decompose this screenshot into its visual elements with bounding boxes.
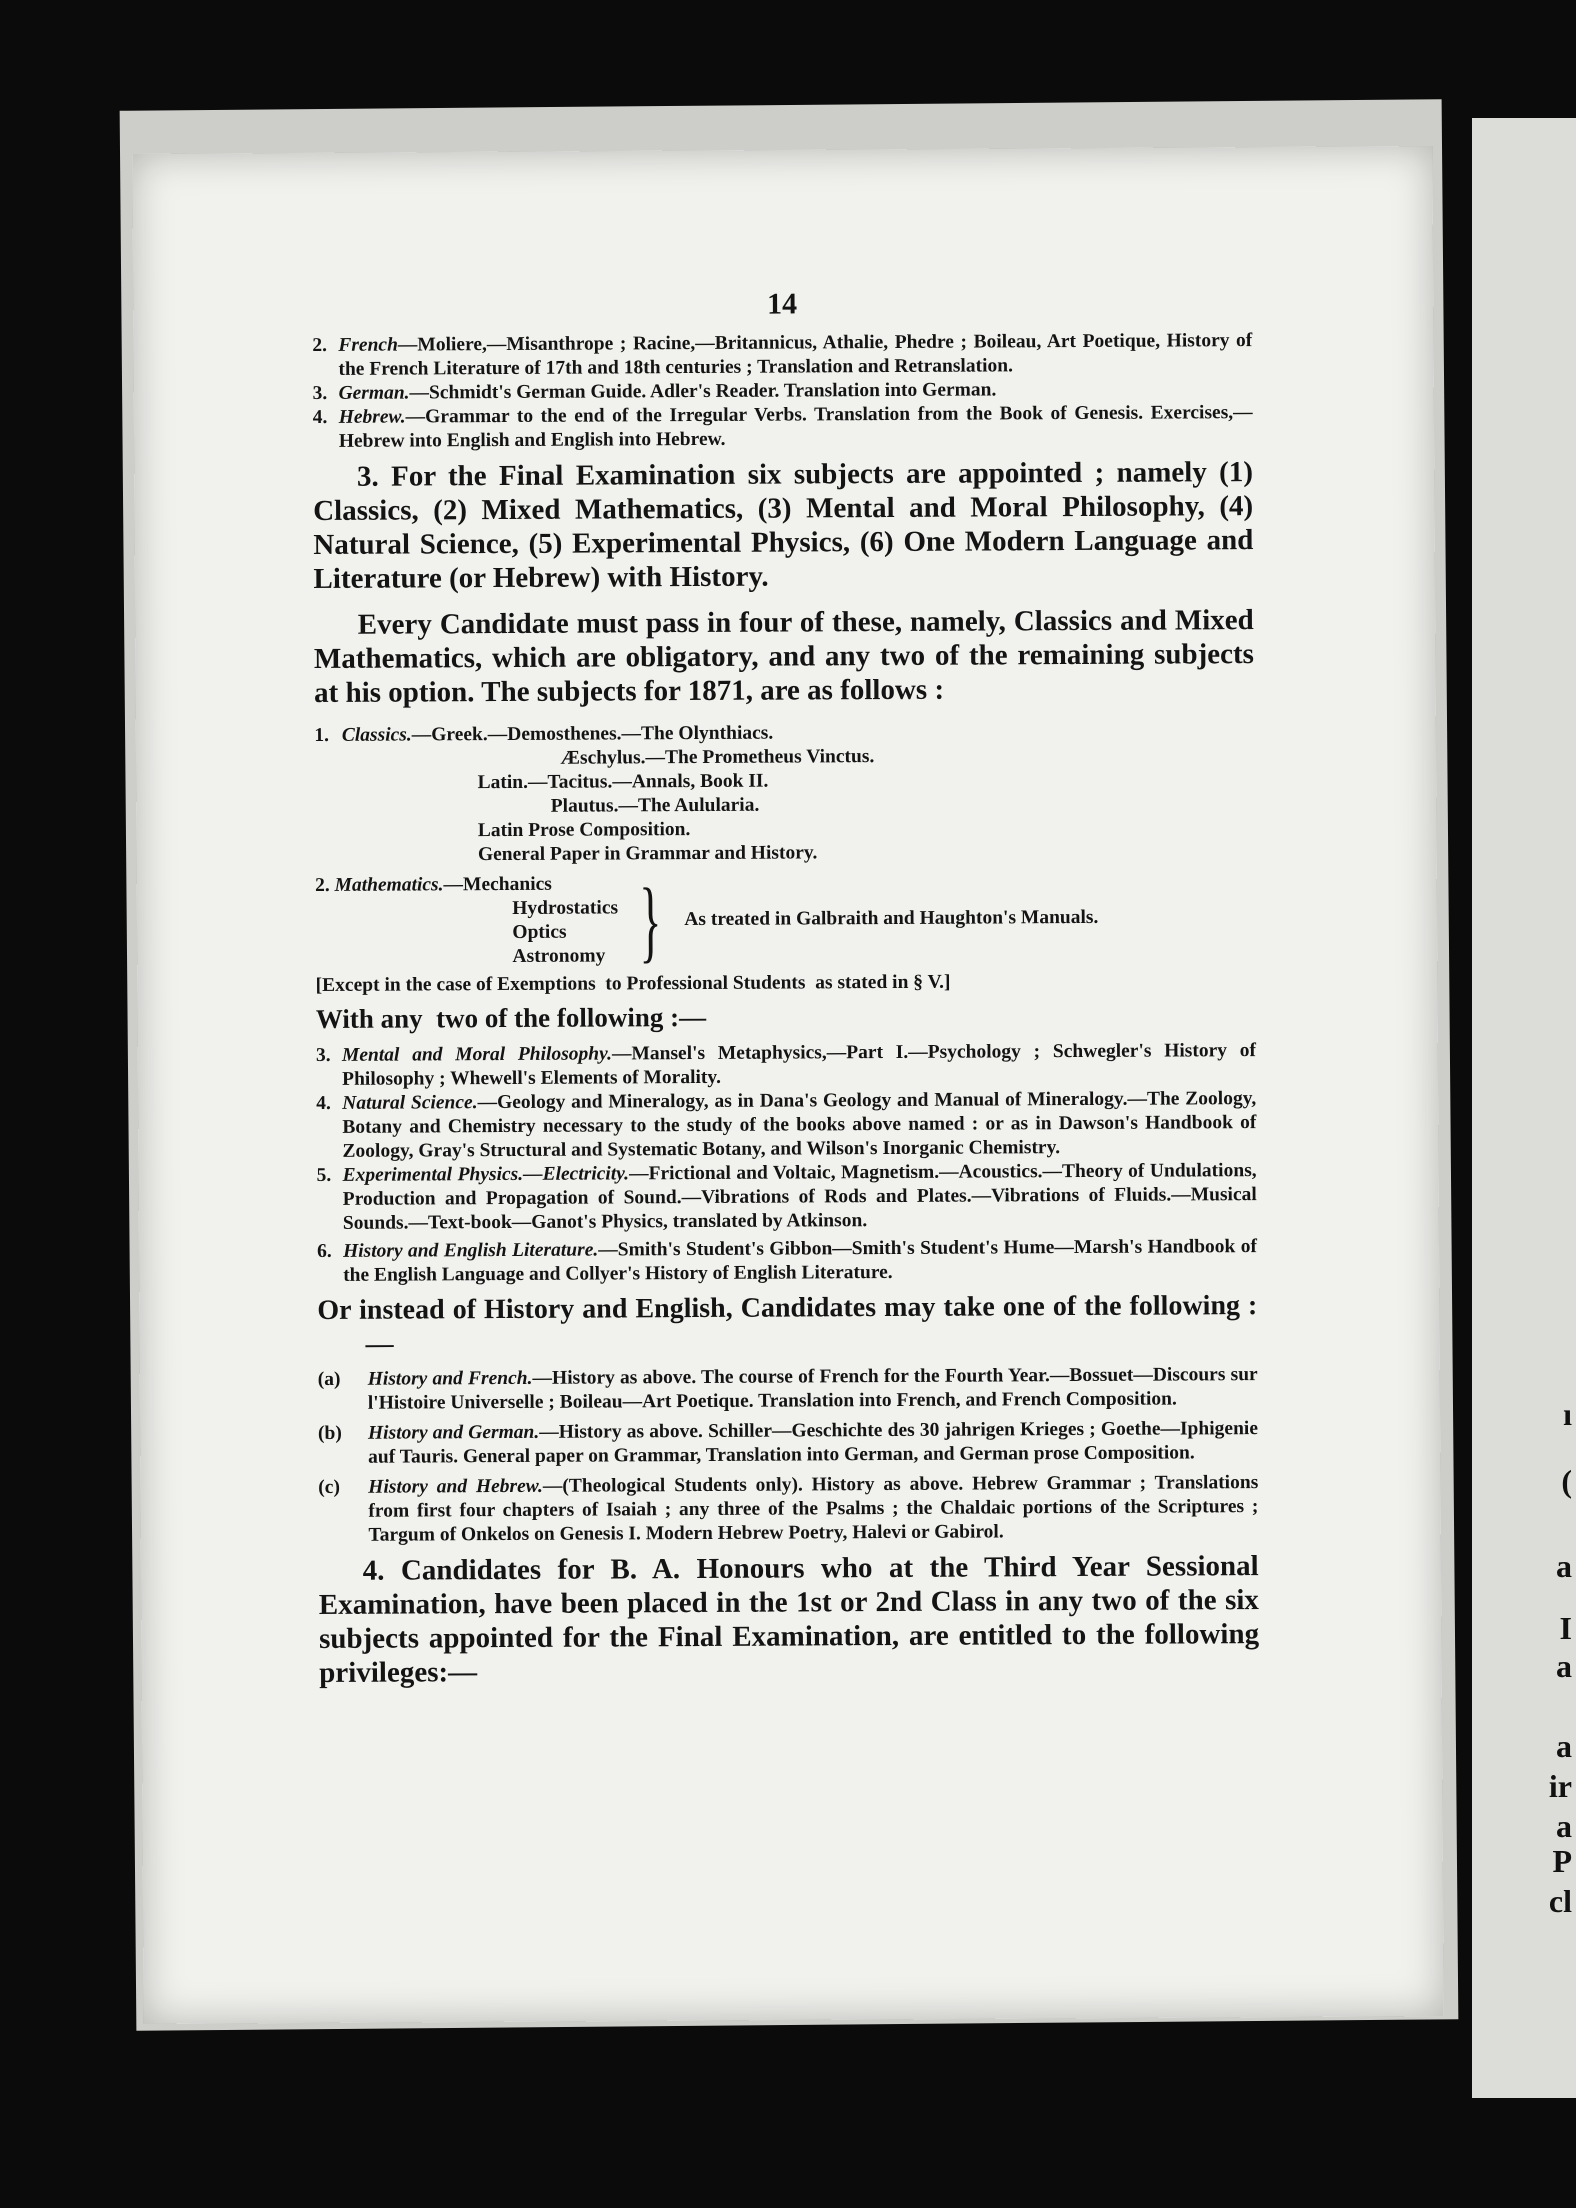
adjacent-fragment: ir [1548,1768,1572,1804]
optional-subject-list [316,1039,1257,1288]
list-item [317,1235,1257,1288]
subject-name: History and English Literature. [342,1239,599,1262]
math-topic: Optics [512,921,567,943]
subject-name: History and Hebrew. [368,1475,543,1498]
list-item [313,401,1253,454]
latin-author-2: Plautus.—The Aulularia. [550,794,760,817]
subject-name: Hebrew. [338,406,406,428]
latin-author-1: —Tacitus.—Annals, Book II. [527,770,769,793]
subject-name: History and French. [367,1367,533,1390]
or-instead-heading: Or instead of History and English, Candidates may take one of the following :— [317,1290,1258,1360]
item-label: (c) [318,1476,340,1498]
greek-author-1: —Demosthenes.—The Olynthiacs. [487,722,774,746]
list-item [316,1087,1256,1164]
subject-name: History and German. [367,1421,540,1444]
page-number: 14 [766,287,798,321]
subject-text: —Moliere,—Misanthrope ; Racine,—Britannicus, Athalie, Phedre ; Boileau, Art Poetique, History of the French Literature of 17th and 18th centuries ; Translation and Retranslation. [338,330,1253,380]
subject-name: German. [338,382,410,404]
subject-text: —History as above. Schiller—Geschichte des 30 jahrigen Krieges ; Goethe—Iphigenie auf Tauris. General paper on Grammar, Translation into German, and German prose Composition. [368,1418,1259,1468]
mathematics-list [315,872,618,970]
adjacent-fragment: P [1552,1843,1572,1879]
adjacent-fragment: a [1556,1648,1572,1684]
math-topic: Hydrostatics [512,897,619,919]
subject-text: —Geology and Mineralogy, as in Dana's Geology and Manual of Mineralogy.—The Zoology, Botany and Chemistry necessary to the study of the books above named : or as in Dawson's Handbook of Zoology, Gray's Structural and Systematic Botany, and Wilson's Inorganic Chemistry. [342,1088,1257,1162]
with-any-heading: With any two of the following :— [315,1001,707,1034]
subject-text: —Frictional and Voltaic, Magnetism.—Acoustics.—Theory of Undulations, Production and Propagation of Sound.—Vibrations of Rods and Plates.—Vibrations of Fluids.—Musical Sounds.—Text-book—Ganot's Physics, translated by Atkinson. [342,1160,1257,1234]
math-note: As treated in Galbraith and Haughton's Manuals. [684,906,1099,931]
math-topic: Astronomy [512,945,606,967]
subject-text: —(Theological Students only). History as above. Hebrew Grammar ; Translations from first four chapters of Isaiah ; any three of the Psalms ; the Chaldaic portions of the Scriptures ; Targum of Onkelos on Genesis I. Modern Hebrew Poetry, Halevi or Gabirol. [368,1472,1259,1546]
brace-glyph: } [638,869,662,972]
general-paper: General Paper in Grammar and History. [477,842,818,866]
list-item [318,1417,1258,1470]
subject-name: Mathematics. [334,874,444,896]
math-topic: —Mechanics [443,873,552,896]
adjacent-fragment: ı [1563,1396,1572,1432]
list-item [318,1363,1258,1416]
subject-name: Experimental Physics.—Electricity. [342,1163,630,1186]
latin-label: Latin. [477,771,529,794]
list-item [317,1159,1257,1236]
exception-note: [Except in the case of Exemptions to Professional Students as stated in § V.] [315,971,951,996]
adjacent-fragment: ( [1561,1463,1572,1499]
item-number: 5. [316,1164,332,1186]
item-number: 3. [315,1044,331,1066]
alternative-list [318,1363,1259,1548]
subject-text: —Schmidt's German Guide. Adler's Reader. Translation into German. [409,379,997,404]
greek-label: —Greek. [411,724,488,746]
latin-prose: Latin Prose Composition. [477,819,691,842]
subject-name: Mental and Moral Philosophy. [341,1043,612,1066]
adjacent-fragment: I [1559,1610,1572,1646]
list-item [316,1039,1256,1092]
subject-text: —Smith's Student's Gibbon—Smith's Student's Hume—Marsh's Handbook of the English Language and Collyer's History of English Literature. [343,1236,1258,1286]
item-number: 3. [312,382,328,404]
subject-text: —History as above. The course of French for the Fourth Year.—Bossuet—Discours sur l'Histoire Universelle ; Boileau—Art Poetique. Translation into French, and French Composition. [367,1364,1258,1414]
item-number: 2. [312,334,327,356]
item-label: (a) [317,1368,341,1390]
classics-block [314,719,1255,868]
paragraph-every-candidate: Every Candidate must pass in four of these, namely, Classics and Mixed Mathematics, which are obligatory, and any two of the remaining subjects at his option. The subjects for 1871, are as follows : [313,604,1255,709]
item-number: 2. [315,874,330,896]
modern-language-list [312,329,1253,454]
item-number: 6. [316,1240,332,1262]
paragraph-honours-privileges: 4. Candidates for B. A. Honours who at the Third Year Sessional Examination, have been placed in the 1st or 2nd Class in any two of the six subjects appointed for the Final Examination, are entitled to the following privileges:— [318,1550,1260,1689]
adjacent-fragment: a [1556,1808,1572,1844]
mathematics-block [315,869,1255,970]
list-item [318,1471,1258,1548]
item-number: 4. [316,1092,331,1114]
paragraph-final-examination: 3. For the Final Examination six subjects are appointed ; namely (1) Classics, (2) Mixed Mathematics, (3) Mental and Moral Philosophy, (4) Natural Science, (5) Experimental Physics, (6) One Modern Language and Literature (or Hebrew) with History. [313,456,1254,595]
adjacent-fragment: a [1556,1728,1572,1764]
page-content [312,285,1259,1690]
subject-name: Natural Science. [342,1092,478,1114]
item-number: 1. [314,724,330,746]
greek-author-2: Æschylus.—The Prometheus Vinctus. [560,746,875,769]
subject-name: Classics. [341,724,412,746]
subject-name: French [338,334,398,356]
subject-text: —Grammar to the end of the Irregular Verbs. Translation from the Book of Genesis. Exercises,—Hebrew into English and English into Hebrew. [338,402,1253,452]
item-label: (b) [317,1422,342,1444]
adjacent-fragment: a [1556,1548,1572,1584]
list-item [312,329,1252,382]
adjacent-page-edge [1472,118,1576,2098]
adjacent-fragment: cl [1548,1883,1572,1919]
subject-text: —Mansel's Metaphysics,—Part I.—Psychology ; Schwegler's History of Philosophy ; Whewell's Elements of Morality. [342,1040,1257,1090]
item-number: 4. [312,406,328,428]
